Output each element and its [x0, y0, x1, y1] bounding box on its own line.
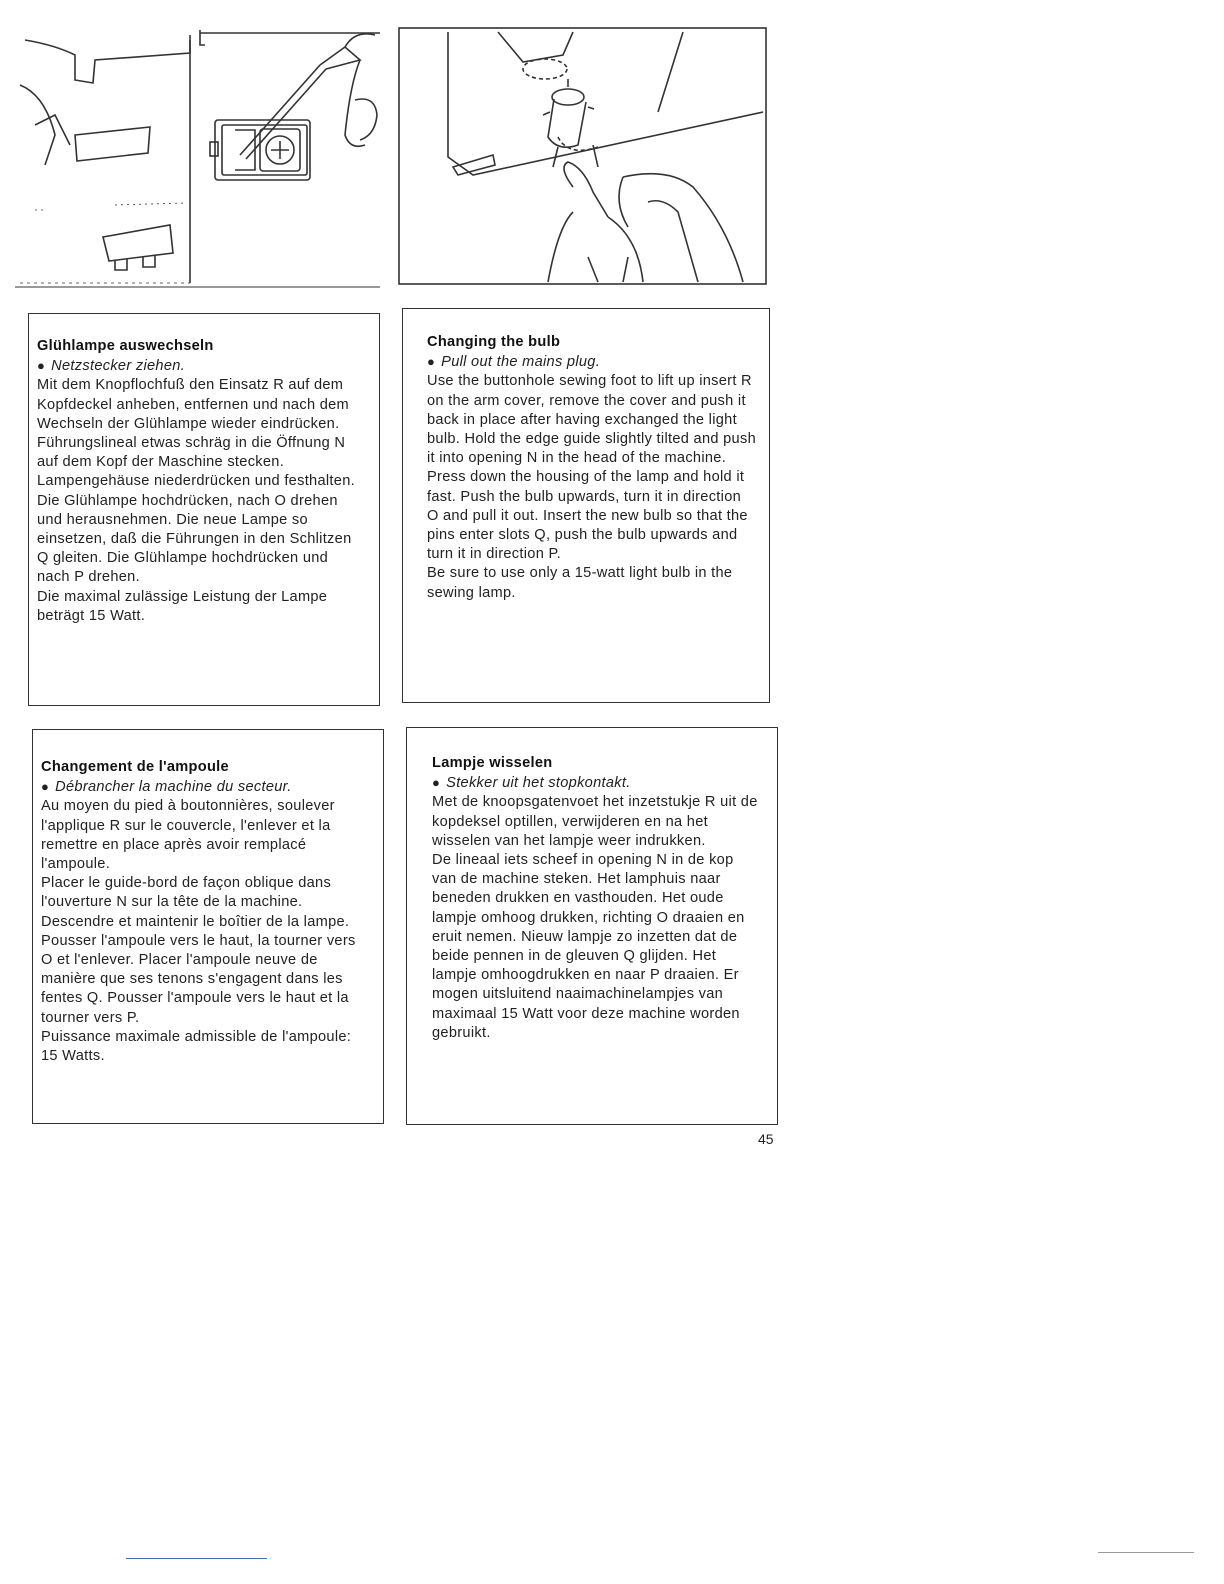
section-subtitle: ● Débrancher la machine du secteur.	[41, 779, 292, 796]
illustration-bulb-change	[398, 27, 768, 287]
paragraph: Führungslineal etwas schräg in die Öffnung N auf dem Kopf der Maschine stecken. Lampengehäuse niederdrücken und festhalten. Die Glühlampe hochdrücken, nach O drehen und herausnehmen. Die neue Lampe so einsetzen, daß die Führungen in den Schlitzen Q gleiten. Die Glühlampe hochdrücken und nach P drehen.	[37, 435, 355, 586]
section-title: Lampje wisselen	[432, 755, 553, 771]
paragraph: Die maximal zulässige Leistung der Lampe beträgt 15 Watt.	[37, 588, 328, 624]
section-german	[37, 337, 362, 626]
section-title: Glühlampe auswechseln	[37, 338, 214, 354]
paragraph: Be sure to use only a 15-watt light bulb in the sewing lamp.	[427, 565, 733, 601]
paragraph: Au moyen du pied à boutonnières, soulever l'applique R sur le couvercle, l'enlever et la remettre en place après avoir remplacé l'ampoule.	[41, 798, 335, 873]
page-number: 45	[758, 1131, 774, 1147]
paragraph: Placer le guide-bord de façon oblique dans l'ouverture N sur la tête de la machine. Descendre et maintenir le boîtier de la lampe. Pousser l'ampoule vers le haut, la tourner vers O et l'enlever. Placer l'ampoule neuve de manière que ses tenons s'engagent dans les fentes Q. Pousser l'ampoule vers le haut et la tourner vers P.	[41, 875, 356, 1026]
section-subtitle: ● Pull out the mains plug.	[427, 354, 601, 371]
paragraph: Met de knoopsgatenvoet het inzetstukje R uit de kopdeksel optillen, verwijderen en na het wisselen van het lampje weer indrukken.	[432, 794, 758, 849]
bullet-icon: ●	[37, 358, 46, 374]
section-subtitle: ● Stekker uit het stopkontakt.	[432, 775, 631, 792]
bullet-icon: ●	[427, 354, 436, 370]
paragraph: Use the buttonhole sewing foot to lift up insert R on the arm cover, remove the cover and push it back in place after having exchanged the light bulb. Hold the edge guide slightly tilted and push it into opening N in the head of the machine. Press down the housing of the lamp and hold it fast. Push the bulb upwards, turn it in direction O and pull it out. Insert the new bulb so that the pins enter slots Q, push the bulb upwards and turn it in direction P.	[427, 373, 756, 563]
illustration-cover-removal	[15, 25, 380, 295]
footer-rule-right	[1098, 1552, 1194, 1553]
bullet-icon: ●	[41, 779, 50, 795]
footer-rule-left	[126, 1558, 267, 1559]
section-french	[41, 758, 366, 1066]
section-title: Changing the bulb	[427, 334, 561, 350]
bullet-icon: ●	[432, 775, 441, 791]
section-dutch	[432, 754, 762, 1043]
paragraph: Mit dem Knopflochfuß den Einsatz R auf dem Kopfdeckel anheben, entfernen und nach dem Wechseln der Glühlampe wieder eindrücken.	[37, 377, 349, 432]
section-english	[427, 333, 757, 603]
paragraph: Puissance maximale admissible de l'ampoule: 15 Watts.	[41, 1028, 352, 1065]
paragraph: De lineaal iets scheef in opening N in de kop van de machine steken. Het lamphuis naar beneden drukken en vasthouden. Het oude lampje omhoog drukken, richting O draaien en eruit nemen. Nieuw lampje zo inzetten dat de beide pennen in de gleuven Q glijden. Het lampje omhoogdrukken en naar P draaien. Er mogen uitsluitend naaimachinelampjes van maximaal 15 Watt voor deze machine worden gebruikt.	[432, 852, 745, 1041]
section-subtitle: ● Netzstecker ziehen.	[37, 358, 186, 375]
section-title: Changement de l'ampoule	[41, 759, 229, 775]
